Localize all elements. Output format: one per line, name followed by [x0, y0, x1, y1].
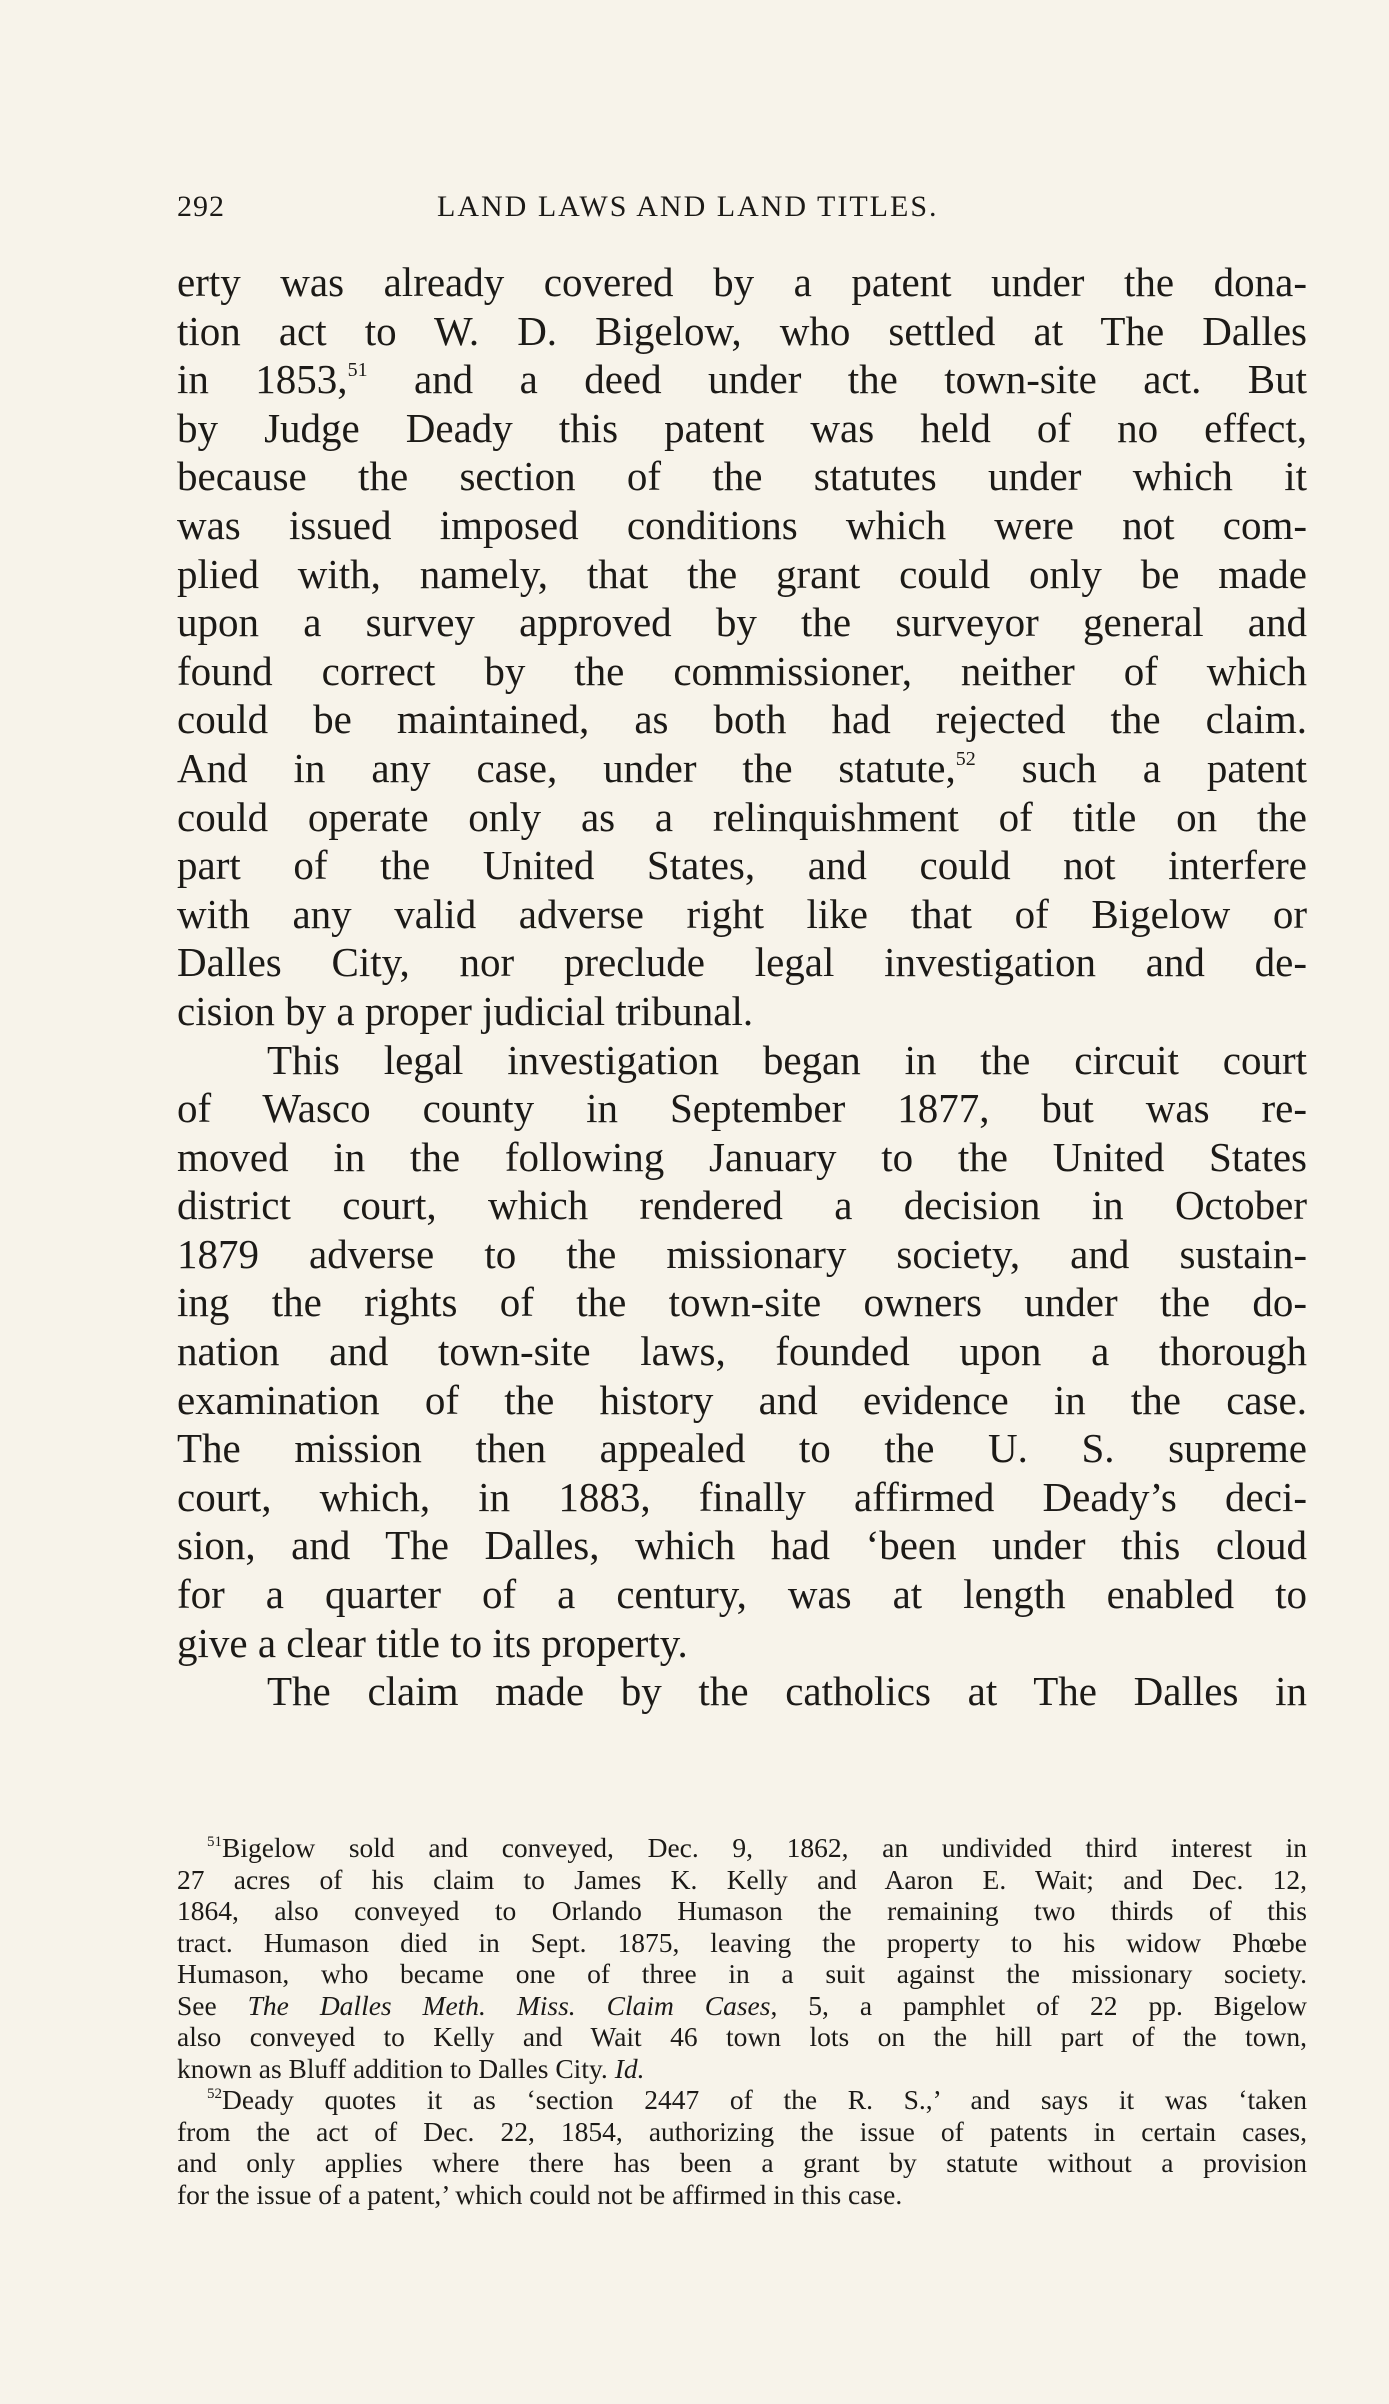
footnote-51-line: Humason, who became one of three in a suit against the missionary society. [177, 1958, 1307, 1989]
footnote-51-line [177, 1990, 1307, 2022]
text-line: Dalles City, nor preclude legal investigation and de- [177, 939, 1307, 986]
text-fragment: known as Bluff addition to Dalles City. [177, 2052, 615, 2084]
running-head [177, 190, 1307, 234]
text-line: because the section of the statutes under which it [177, 453, 1307, 500]
footnote-ref-52: 52 [955, 747, 976, 770]
text-line: 1879 adverse to the missionary society, and sustain- [177, 1230, 1307, 1277]
text-fragment: , 5, a pamphlet of 22 pp. Bigelow [770, 1989, 1307, 2021]
footnote-52-line: for the issue of a patent,’ which could not be affirmed in this case. [177, 2178, 903, 2210]
text-line: erty was already covered by a patent under the dona- [177, 259, 1307, 305]
footnote-51-line: 1864, also conveyed to Orlando Humason the remaining two thirds of this [177, 1895, 1307, 1926]
text-line: examination of the history and evidence in the case. [177, 1376, 1307, 1423]
text-fragment: in 1853, [177, 356, 348, 403]
text-line [177, 355, 1307, 404]
text-line: This legal investigation began in the circuit court [267, 1036, 1307, 1083]
text-fragment: such a patent [975, 744, 1307, 791]
text-line: for a quarter of a century, was at length enabled to [177, 1571, 1307, 1618]
text-line: plied with, namely, that the grant could only be made [177, 550, 1307, 597]
text-line: of Wasco county in September 1877, but was re- [177, 1085, 1307, 1132]
text-fragment: And in any case, under the statute, [177, 744, 956, 791]
text-line: tion act to W. D. Bigelow, who settled at The Dalles [177, 307, 1307, 354]
footnote-51-line [177, 2053, 1307, 2085]
footnote-52-line [177, 2084, 1307, 2116]
text-line [177, 744, 1307, 793]
text-line: part of the United States, and could not interfere [177, 842, 1307, 889]
footnote-51-line: 27 acres of his claim to James K. Kelly and Aaron E. Wait; and Dec. 12, [177, 1863, 1307, 1895]
footnote-number: 51 [207, 1834, 222, 1850]
footnote-51-line: tract. Humason died in Sept. 1875, leaving the property to his widow Phœbe [177, 1926, 1307, 1958]
footnotes [177, 1832, 1307, 2210]
body-text [177, 258, 1307, 1716]
text-line: nation and town-site laws, founded upon a thorough [177, 1328, 1307, 1375]
text-fragment: and a deed under the town-site act. But [367, 356, 1307, 403]
running-title: LAND LAWS AND LAND TITLES. [437, 190, 939, 223]
text-line: The claim made by the catholics at The Dalles in [267, 1668, 1307, 1715]
pamphlet-title: The Dalles Meth. Miss. Claim Cases [247, 1989, 771, 2021]
text-line: could operate only as a relinquishment of title on the [177, 793, 1307, 840]
footnote-51-line: also conveyed to Kelly and Wait 46 town lots on the hill part of the town, [177, 2021, 1307, 2052]
text-line: moved in the following January to the United States [177, 1133, 1307, 1180]
text-line: ing the rights of the town-site owners under the do- [177, 1279, 1307, 1326]
text-line: court, which, in 1883, finally affirmed Deady’s deci- [177, 1473, 1307, 1520]
text-line: give a clear title to its property. [177, 1619, 688, 1666]
footnote-ref-51: 51 [347, 359, 368, 382]
text-line: district court, which rendered a decision in October [177, 1182, 1307, 1229]
footnote-number: 52 [207, 2086, 222, 2102]
footnote-52-line: and only applies where there has been a grant by statute without a provision [177, 2147, 1307, 2178]
text-line: sion, and The Dalles, which had ‘been under this cloud [177, 1522, 1307, 1569]
text-line: found correct by the commissioner, neither of which [177, 647, 1307, 694]
text-line: could be maintained, as both had rejected the claim. [177, 696, 1307, 743]
page-number: 292 [177, 190, 225, 223]
text-line: upon a survey approved by the surveyor general and [177, 599, 1307, 646]
footnote-51-line [177, 1832, 1307, 1864]
text-line: with any valid adverse right like that of Bigelow or [177, 890, 1307, 937]
text-line: cision by a proper judicial tribunal. [177, 987, 754, 1034]
ibid-reference: Id. [614, 2052, 645, 2084]
text-fragment: Bigelow sold and conveyed, Dec. 9, 1862, an undivided third interest in [222, 1832, 1307, 1863]
footnote-52-line: from the act of Dec. 22, 1854, authorizing the issue of patents in certain cases, [177, 2115, 1307, 2147]
text-line: was issued imposed conditions which were not com- [177, 501, 1307, 548]
text-line: by Judge Deady this patent was held of no effect, [177, 404, 1307, 451]
text-fragment: Deady quotes it as ‘section 2447 of the R. S.,’ and says it was ‘taken [222, 2084, 1307, 2115]
text-fragment: See [177, 1989, 248, 2021]
text-line: The mission then appealed to the U. S. supreme [177, 1425, 1307, 1472]
